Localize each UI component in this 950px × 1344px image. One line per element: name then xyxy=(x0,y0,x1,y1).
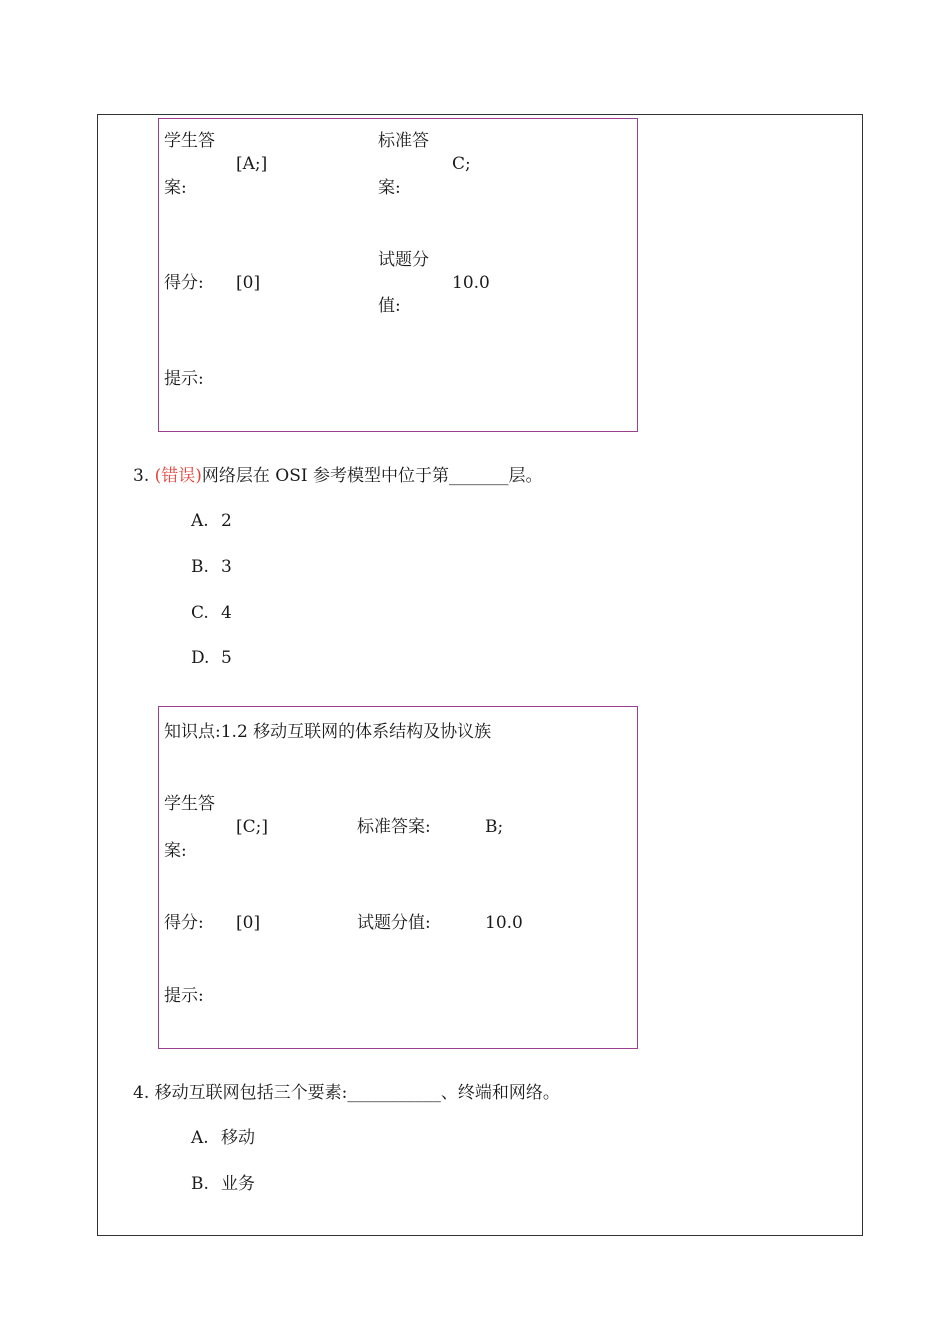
student-answer-label-cont: 案: xyxy=(164,178,187,198)
result-box-q2 xyxy=(158,118,638,432)
status-badge: (错误) xyxy=(154,466,202,486)
question-text: 移动互联网包括三个要素:___________、终端和网络。 xyxy=(154,1083,560,1103)
option-text: 2 xyxy=(221,511,232,531)
standard-answer-label-cont: 案: xyxy=(378,178,401,198)
question-text: 网络层在 OSI 参考模型中位于第_______层。 xyxy=(201,466,543,486)
points-value: 10.0 xyxy=(452,273,490,293)
score-value: [0] xyxy=(236,913,261,933)
question-4 xyxy=(133,1082,560,1105)
option-text: 5 xyxy=(221,648,232,668)
points-label: 试题分 xyxy=(378,250,429,270)
question-number: 4. xyxy=(133,1083,150,1103)
option-text: 4 xyxy=(221,603,232,623)
points-label: 试题分值: xyxy=(357,913,431,933)
student-answer-label-cont: 案: xyxy=(164,841,187,861)
student-answer-label: 学生答 xyxy=(164,794,215,814)
question-3 xyxy=(133,465,543,488)
option-letter: A. xyxy=(191,511,209,531)
standard-answer-label: 标准答 xyxy=(378,131,429,151)
option-a[interactable] xyxy=(191,510,232,533)
option-text: 3 xyxy=(221,557,232,577)
student-answer-value: [A;] xyxy=(236,154,268,174)
option-letter: C. xyxy=(191,603,209,623)
option-c[interactable] xyxy=(191,602,232,625)
score-label: 得分: xyxy=(164,913,204,933)
student-answer-label: 学生答 xyxy=(164,131,215,151)
standard-answer-value: B; xyxy=(485,817,504,837)
knowledge-point: 知识点:1.2 移动互联网的体系结构及协议族 xyxy=(164,722,492,742)
option-letter: B. xyxy=(191,1174,209,1194)
option-text: 移动 xyxy=(221,1128,255,1148)
option-d[interactable] xyxy=(191,647,232,670)
standard-answer-label: 标准答案: xyxy=(357,817,431,837)
standard-answer-value: C; xyxy=(452,154,471,174)
option-b[interactable] xyxy=(191,556,232,579)
option-letter: A. xyxy=(191,1128,209,1148)
score-value: [0] xyxy=(236,273,261,293)
score-label: 得分: xyxy=(164,273,204,293)
points-value: 10.0 xyxy=(485,913,523,933)
points-label-cont: 值: xyxy=(378,296,401,316)
question-number: 3. xyxy=(133,466,150,486)
option-b[interactable] xyxy=(191,1173,255,1196)
result-box-q3 xyxy=(158,706,638,1049)
option-a[interactable] xyxy=(191,1127,255,1150)
option-text: 业务 xyxy=(221,1174,255,1194)
student-answer-value: [C;] xyxy=(236,817,268,837)
option-letter: B. xyxy=(191,557,209,577)
option-letter: D. xyxy=(191,648,210,668)
hint-label: 提示: xyxy=(164,369,204,389)
hint-label: 提示: xyxy=(164,986,204,1006)
